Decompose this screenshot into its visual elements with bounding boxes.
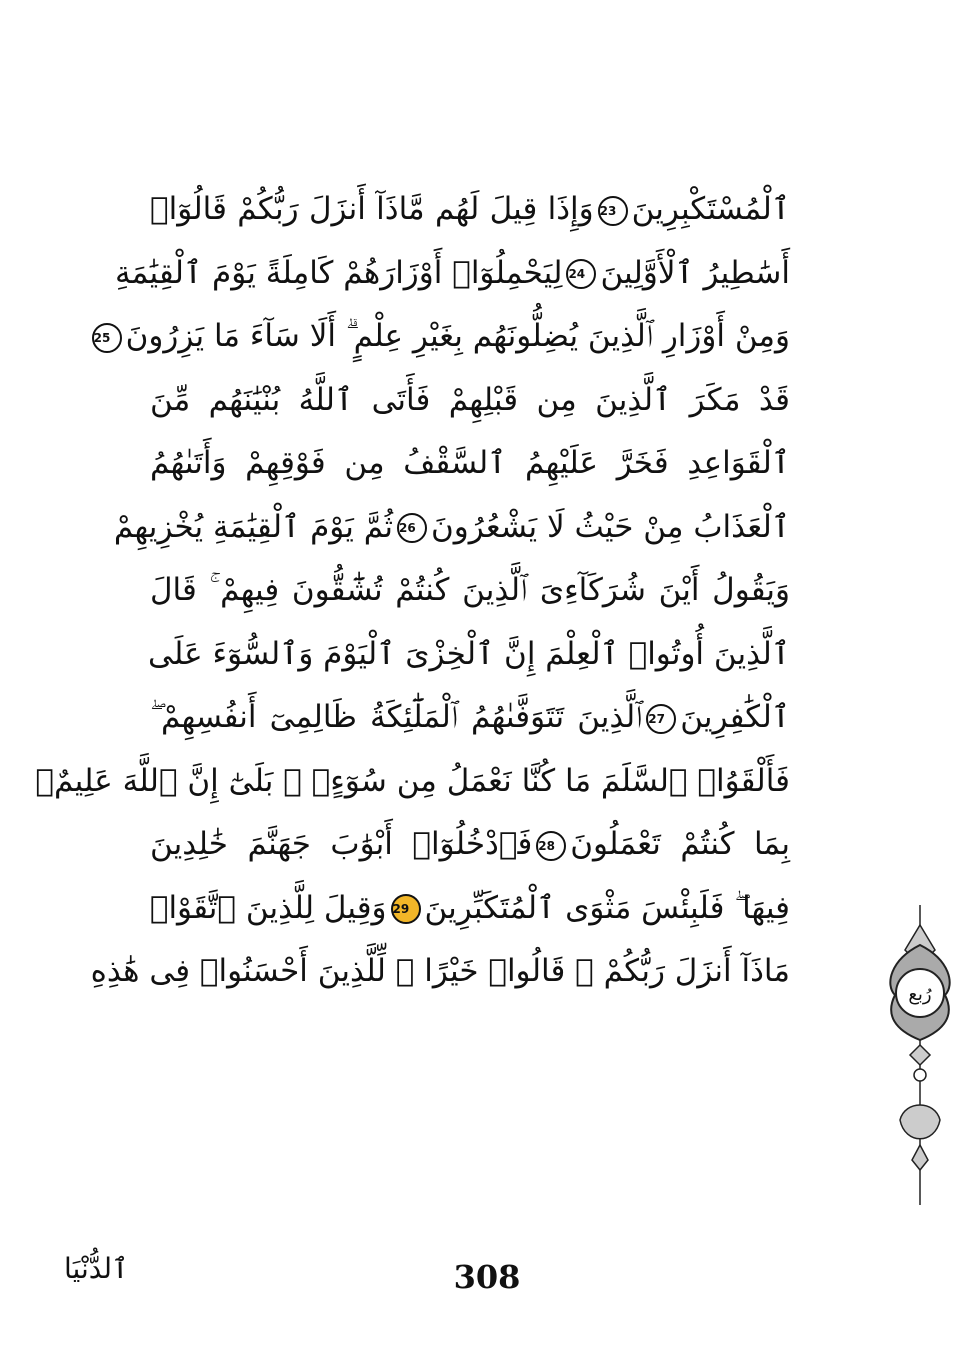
ayah-text: مَاذَآ أَنزَلَ رَبُّكُمْ ۚ قَالُوا۟ خَيْرًا ۗ لِّلَّذِينَ أَحْسَنُوا۟ فِى هَٰذِهِ xyxy=(90,953,790,989)
rub-ornament-label: رُبع xyxy=(908,984,932,1005)
ayah-line xyxy=(113,496,790,560)
ayah-text: ٱلْمُسْتَكْبِرِينَ xyxy=(631,191,790,227)
ayah-text: وَإِذَا قِيلَ لَهُم مَّاذَآ أَنزَلَ رَبُّكُمْ قَالُوٓا۟ xyxy=(150,191,594,227)
ayah-text: قَدْ مَكَرَ ٱلَّذِينَ مِن قَبْلِهِمْ فَأَتَى ٱللَّهُ بُنْيَٰنَهُم مِّنَ xyxy=(150,381,790,418)
ayah-text: ٱلَّذِينَ تَتَوَفَّىٰهُمُ ٱلْمَلَٰٓئِكَةُ ظَالِمِىٓ أَنفُسِهِمْ ۖ xyxy=(150,699,643,735)
ayah-line xyxy=(150,559,790,623)
ayah-text: لِيَحْمِلُوٓا۟ أَوْزَارَهُمْ كَامِلَةً يَوْمَ ٱلْقِيَٰمَةِ xyxy=(114,254,563,291)
ayah-text: وَقِيلَ لِلَّذِينَ ٱتَّقَوْا۟ xyxy=(149,889,387,926)
ayah-text: أَسَٰطِيرُ ٱلْأَوَّلِينَ xyxy=(600,254,790,291)
ayah-line xyxy=(35,750,790,814)
ayah-line xyxy=(150,623,790,687)
ayah-text: ٱلْعَذَابُ مِنْ حَيْثُ لَا يَشْعُرُونَ xyxy=(431,508,790,545)
ayah-number-marker: 27 xyxy=(646,704,676,734)
quran-text-block xyxy=(35,178,790,1004)
ayah-line xyxy=(150,813,790,877)
ayah-line xyxy=(150,369,790,433)
ayah-text: وَيَقُولُ أَيْنَ شُرَكَآءِىَ ٱلَّذِينَ كُنتُمْ تُشَٰٓقُّونَ فِيهِمْ ۚ قَالَ xyxy=(150,572,790,608)
ayah-text: ثُمَّ يَوْمَ ٱلْقِيَٰمَةِ يُخْزِيهِمْ xyxy=(113,508,394,545)
ayah-text: فِيهَا ۖ فَلَبِئْسَ مَثْوَى ٱلْمُتَكَبِّرِينَ xyxy=(424,889,790,926)
ayah-number-marker: 24 xyxy=(566,259,596,289)
ayah-line xyxy=(150,178,790,242)
ayah-line xyxy=(93,305,790,369)
ayah-text: فَٱدْخُلُوٓا۟ أَبْوَٰبَ جَهَنَّمَ خَٰلِدِينَ xyxy=(150,826,533,862)
ayah-line xyxy=(150,686,790,750)
ayah-line xyxy=(114,242,790,306)
catchword: ٱلدُّنْيَا xyxy=(64,1252,129,1285)
ayah-text: فَأَلْقَوُا۟ ٱلسَّلَمَ مَا كُنَّا نَعْمَلُ مِن سُوٓءٍۭ ۚ بَلَىٰٓ إِنَّ ٱللَّهَ عَلِيمٌۢ xyxy=(35,762,790,799)
ayah-number-marker: 28 xyxy=(536,831,566,861)
page-number: 308 xyxy=(453,1258,521,1296)
rub-ornament-icon xyxy=(880,905,960,1205)
ayah-line xyxy=(150,432,790,496)
ayah-number-marker: 26 xyxy=(397,513,427,543)
ayah-text: بِمَا كُنتُمْ تَعْمَلُونَ xyxy=(570,826,790,862)
ayah-number-marker: 23 xyxy=(598,196,628,226)
ayah-number-marker: 29 xyxy=(391,894,421,924)
ayah-number-marker: 25 xyxy=(92,323,122,353)
ayah-text: ٱلَّذِينَ أُوتُوا۟ ٱلْعِلْمَ إِنَّ ٱلْخِزْىَ ٱلْيَوْمَ وَٱلسُّوٓءَ عَلَى xyxy=(148,635,790,672)
ayah-text: ٱلْقَوَاعِدِ فَخَرَّ عَلَيْهِمُ ٱلسَّقْفُ مِن فَوْقِهِمْ وَأَتَىٰهُمُ xyxy=(150,445,790,481)
ayah-text: وَمِنْ أَوْزَارِ ٱلَّذِينَ يُضِلُّونَهُم بِغَيْرِ عِلْمٍ ۗ أَلَا سَآءَ مَا يَزِرُونَ xyxy=(125,318,790,354)
ayah-line xyxy=(150,877,790,941)
ayah-text: ٱلْكَٰفِرِينَ xyxy=(680,699,790,735)
ayah-line xyxy=(90,940,790,1004)
